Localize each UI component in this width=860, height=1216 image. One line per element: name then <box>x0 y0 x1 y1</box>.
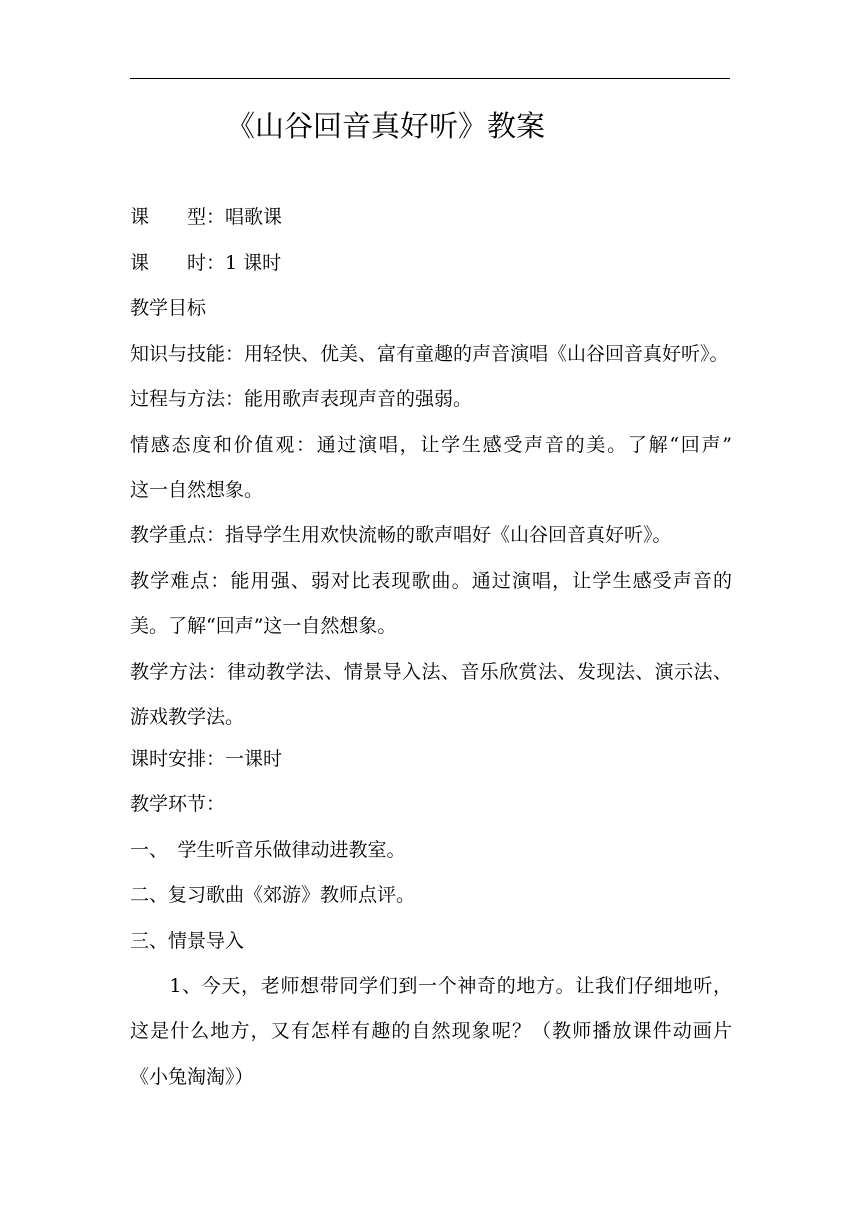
teaching-difficulty-line-1: 教学难点：能用强、弱对比表现歌曲。通过演唱，让学生感受声音的 <box>130 570 732 592</box>
teaching-focus-line: 教学重点：指导学生用欢快流畅的歌声唱好《山谷回音真好听》。 <box>130 524 672 546</box>
lesson-type-line: 课 型：唱歌课 <box>130 206 283 228</box>
step-three-heading: 三、情景导入 <box>130 930 245 952</box>
emotion-values-line-2: 这一自然想象。 <box>130 479 264 501</box>
schedule-line: 课时安排：一课时 <box>130 748 283 770</box>
teaching-goals-heading: 教学目标 <box>130 297 207 319</box>
step-three-para-line-3: 《小兔淘淘》） <box>130 1066 254 1088</box>
process-method-line: 过程与方法：能用歌声表现声音的强弱。 <box>130 388 473 410</box>
step-three-para-line-2: 这是什么地方，又有怎样有趣的自然现象呢？（教师播放课件动画片 <box>130 1020 732 1042</box>
document-title: 《山谷回音真好听》教案 <box>226 109 546 143</box>
teaching-methods-line-1: 教学方法：律动教学法、情景导入法、音乐欣赏法、发现法、演示法、 <box>130 661 732 683</box>
header-rule <box>130 78 730 79</box>
teaching-methods-line-2: 游戏教学法。 <box>130 706 245 728</box>
teaching-difficulty-line-2: 美。了解“回声”这一自然想象。 <box>130 615 397 637</box>
teaching-steps-heading: 教学环节： <box>130 793 226 815</box>
step-three-para-line-1: 1、今天，老师想带同学们到一个神奇的地方。让我们仔细地听， <box>130 975 732 997</box>
step-one-line: 一、 学生听音乐做律动进教室。 <box>130 839 406 861</box>
emotion-values-line-1: 情感态度和价值观：通过演唱，让学生感受声音的美。了解“回声” <box>130 434 732 456</box>
knowledge-skills-line: 知识与技能：用轻快、优美、富有童趣的声音演唱《山谷回音真好听》。 <box>130 343 729 365</box>
step-two-line: 二、复习歌曲《郊游》教师点评。 <box>130 884 416 906</box>
lesson-hours-line: 课 时：1 课时 <box>130 252 282 274</box>
